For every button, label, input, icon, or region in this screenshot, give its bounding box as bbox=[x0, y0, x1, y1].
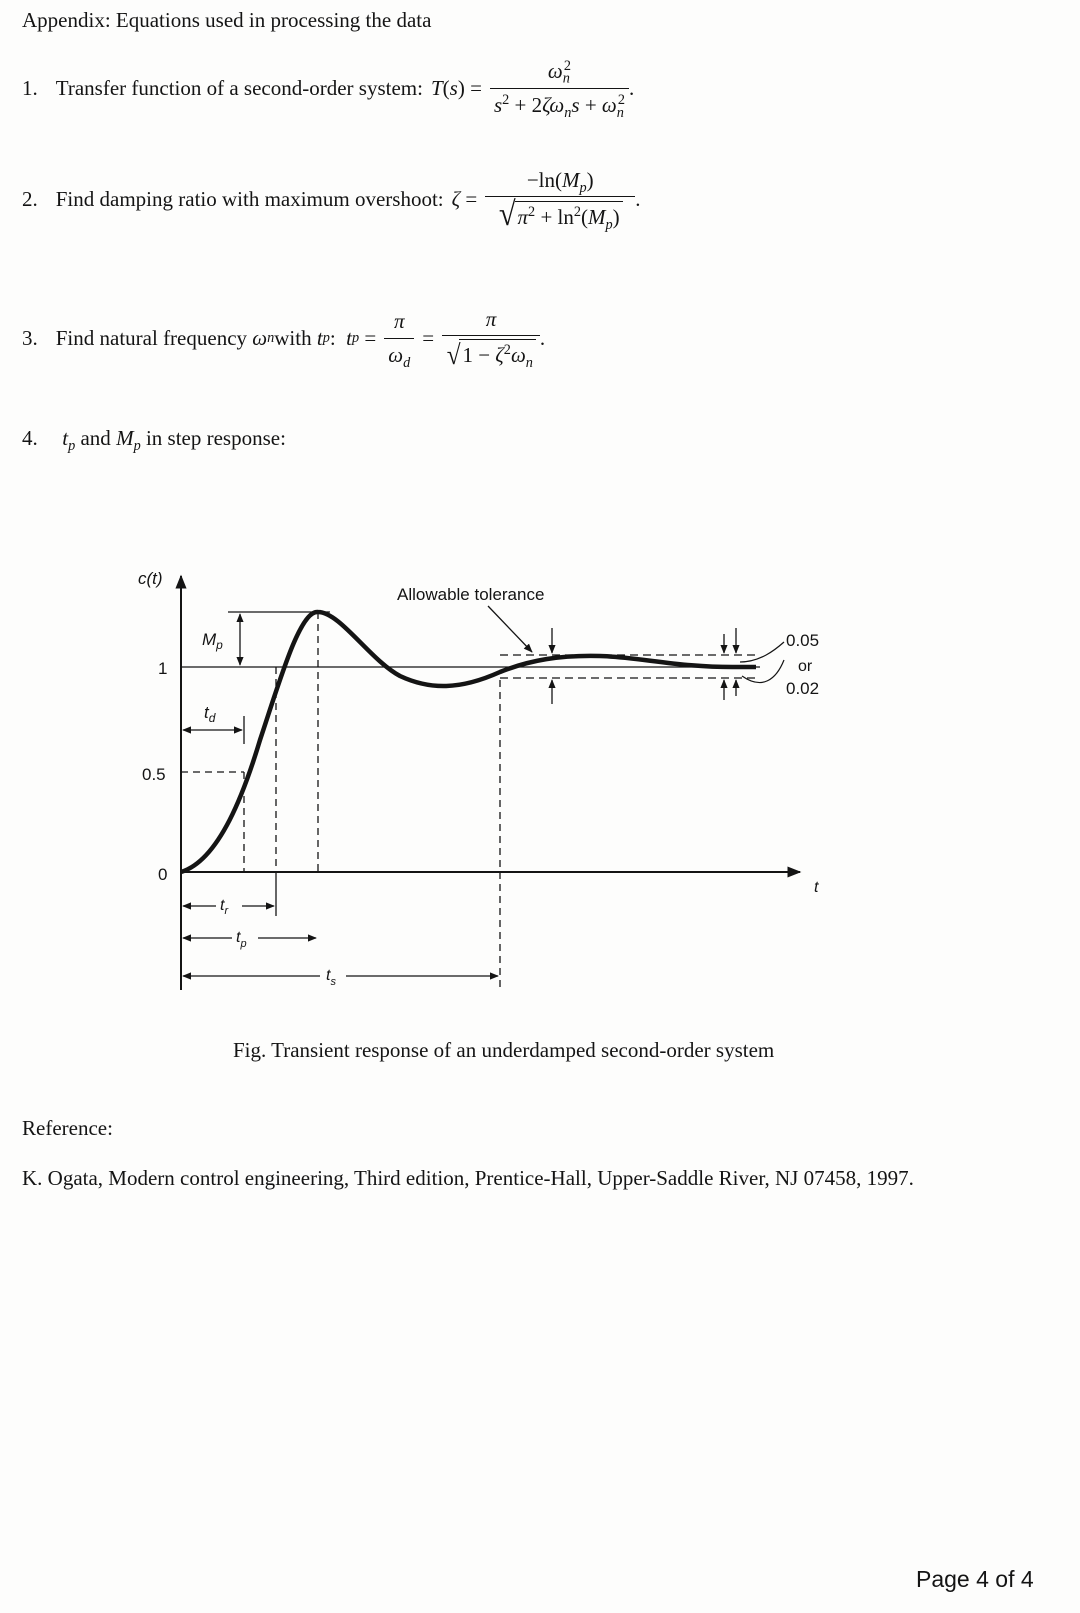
y-tick-0: 0 bbox=[158, 865, 168, 884]
item-number-3: 3. bbox=[22, 325, 38, 350]
equation-2: 2. Find damping ratio with maximum overshoot: ζ = $-\ln(M_p)$ √ $\pi^2 + \ln^2(M_p)$ . bbox=[22, 167, 641, 234]
eq3-with: with bbox=[274, 325, 312, 350]
eq2-fraction: $-\ln(M_p)$ √ $\pi^2 + \ln^2(M_p)$ bbox=[485, 167, 635, 232]
response-curve bbox=[181, 612, 756, 872]
item4-and: and bbox=[80, 426, 111, 450]
item-number-4: 4. bbox=[22, 426, 38, 450]
x-axis-label: t bbox=[814, 879, 819, 896]
y-axis-label: c(t) bbox=[138, 569, 163, 588]
equation-1: 1. Transfer function of a second-order system: T ( s ) = $\frac{\omega_n^2}{s^2 + 2\zeta\omega_ns + \omega_n^2}$ . bbox=[22, 58, 635, 121]
tolerance-pointer bbox=[488, 606, 532, 652]
ts-label: $t_s$ bbox=[326, 967, 336, 988]
tr-label: $t_r$ bbox=[220, 897, 229, 917]
appendix-title: Appendix: Equations used in processing the data bbox=[22, 8, 432, 32]
y-tick-0-5: 0.5 bbox=[142, 765, 166, 784]
reference-label: Reference: bbox=[22, 1116, 113, 1140]
eq1-fraction: $\frac{\omega_n^2}{s^2 + 2\zeta\omega_ns + \omega_n^2}$ bbox=[490, 58, 629, 118]
item-number-1: 1. bbox=[22, 75, 38, 100]
reference-text: K. Ogata, Modern control engineering, Third edition, Prentice-Hall, Upper-Saddle River, NJ 07458, 1997. bbox=[22, 1166, 914, 1190]
item-number-2: 2. bbox=[22, 186, 38, 211]
eq1-lhs: T bbox=[430, 75, 443, 100]
figure-caption: Fig. Transient response of an underdamped second-order system bbox=[233, 1038, 775, 1062]
item-text-2: Find damping ratio with maximum overshoot: bbox=[55, 186, 444, 211]
eq3-fraction-b: π √ $1 - \zeta^2\omega_n$ bbox=[442, 306, 540, 371]
page-number: Page 4 of 4 bbox=[916, 1566, 1034, 1592]
y-tick-1: 1 bbox=[158, 659, 168, 678]
mp-label: $M_p$ bbox=[202, 630, 223, 652]
tp-label: $t_p$ bbox=[236, 929, 247, 950]
allowable-tolerance-label: Allowable tolerance bbox=[397, 585, 545, 604]
td-label: $t_d$ bbox=[204, 703, 216, 725]
item-4: 4. $t_p$ and $M_p$ in step response: bbox=[22, 426, 286, 454]
item-text-1: Transfer function of a second-order system: bbox=[55, 75, 423, 100]
tolerance-value-1: 0.05 bbox=[786, 631, 820, 650]
tolerance-value-or: or bbox=[798, 658, 813, 675]
item-text-4: in step response: bbox=[145, 426, 286, 450]
tolerance-value-2: 0.02 bbox=[786, 679, 820, 698]
equation-3: 3. Find natural frequency ω n with t p : t p = $\frac{\pi}{\omega_d}$ = π √ $1 - \zeta^2\omega_n$ . bbox=[22, 306, 546, 372]
item-text-3: Find natural frequency bbox=[55, 325, 248, 350]
eq3-fraction-a: $\frac{\pi}{\omega_d}$ bbox=[384, 308, 414, 368]
